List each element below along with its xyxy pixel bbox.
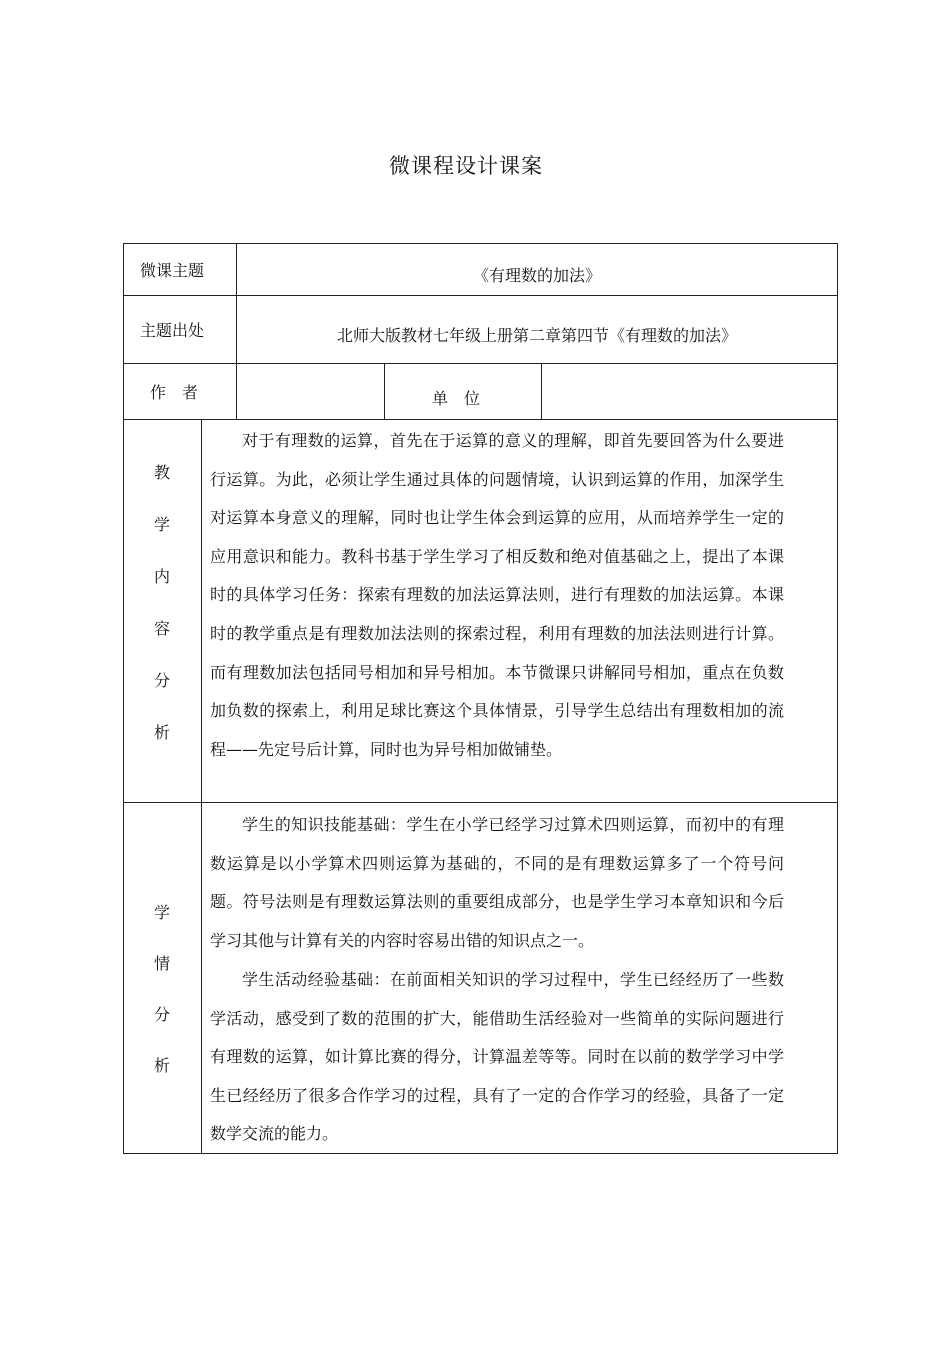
source-value: 北师大版教材七年级上册第二章第四节《有理数的加法》 xyxy=(336,326,737,345)
student-analysis-label xyxy=(123,900,201,1104)
label-char: 容 xyxy=(153,619,170,638)
label-char: 情 xyxy=(153,954,170,973)
row-divider xyxy=(123,419,838,420)
row-divider xyxy=(123,802,838,803)
label-char: 分 xyxy=(153,1005,170,1024)
student-analysis-text-2: 学生活动经验基础：在前面相关知识的学习过程中，学生已经经历了一些数学活动，感受到了数的范围的扩大，能借助生活经验对一些简单的实际问题进行有理数的运算，如计算比赛的得分，计算温差等等。同时在以前的数学学习中学生已经经历了很多合作学习的过程，具有了一定的合作学习的经验，具备了一定数学交流的能力。 xyxy=(210,970,784,1144)
column-divider xyxy=(541,363,542,419)
column-divider xyxy=(384,363,385,419)
row-divider xyxy=(123,363,838,364)
label-char: 学 xyxy=(153,903,170,922)
source-label: 主题出处 xyxy=(140,321,205,340)
row-divider xyxy=(123,295,838,296)
page-title: 微课程设计课案 xyxy=(389,154,543,178)
author-label: 作 者 xyxy=(150,383,199,402)
label-char: 学 xyxy=(153,515,170,534)
label-char: 教 xyxy=(153,463,170,482)
student-analysis-text-1: 学生的知识技能基础：学生在小学已经学习过算术四则运算，而初中的有理数运算是以小学算术四则运算为基础的，不同的是有理数运算多了一个符号问题。符号法则是有理数运算法则的重要组成部分，也是学生学习本章知识和今后学习其他与计算有关的内容时容易出错的知识点之一。 xyxy=(210,815,784,950)
content-analysis-text: 对于有理数的运算，首先在于运算的意义的理解，即首先要回答为什么要进行运算。为此，必须让学生通过具体的问题情境，认识到运算的作用，加深学生对运算本身意义的理解，同时也让学生体会到运算的应用，从而培养学生一定的应用意识和能力。教科书基于学生学习了相反数和绝对值基础之上，提出了本课时的具体学习任务：探索有理数的加法运算法则，进行有理数的加法运算。本课时的教学重点是有理数加法法则的探索过程，利用有理数的加法法则进行计算。而有理数加法包括同号相加和异号相加。本节微课只讲解同号相加，重点在负数加负数的探索上，利用足球比赛这个具体情景，引导学生总结出有理数相加的流程——先定号后计算，同时也为异号相加做铺垫。 xyxy=(210,431,784,759)
label-char: 析 xyxy=(153,1056,170,1075)
topic-label: 微课主题 xyxy=(140,261,205,280)
topic-value: 《有理数的加法》 xyxy=(472,266,601,285)
label-char: 内 xyxy=(153,567,170,586)
label-char: 分 xyxy=(153,671,170,690)
column-divider xyxy=(201,419,202,1154)
label-char: 析 xyxy=(153,723,170,742)
content-analysis-label xyxy=(123,460,201,772)
unit-label: 单 位 xyxy=(432,389,481,408)
